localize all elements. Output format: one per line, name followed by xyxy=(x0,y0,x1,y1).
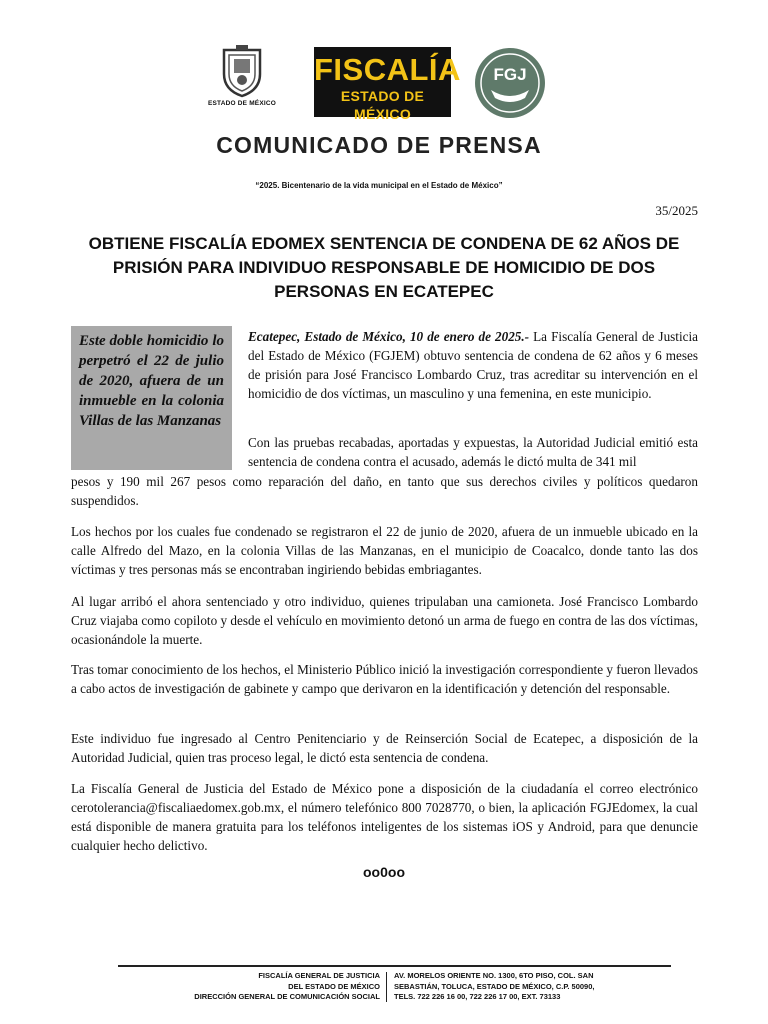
paragraph-7: La Fiscalía General de Justicia del Estado de México pone a disposición de la ciudadanía el correo electrónico cerotolerancia@fiscaliaedomex.gob.mx, el número telefónico 800 7028770, o bien, la aplicación FGJEdomex, la cual está disponible de manera gratuita para los teléfonos inteligentes de los sistemas iOS y Android, para que denuncie cualquier hecho delictivo. xyxy=(71,781,698,853)
fiscalia-logo xyxy=(314,47,461,122)
footer-separator xyxy=(386,972,387,1002)
edomex-logo xyxy=(206,44,278,107)
footer-address-line3: TELS. 722 226 16 00, 722 226 17 00, EXT. 73133 xyxy=(394,992,561,1001)
logo-bar xyxy=(0,44,768,124)
paragraph-2b: pesos y 190 mil 267 pesos como reparación del daño, en tanto que sus derechos civiles y políticos quedaron suspendidos. xyxy=(71,474,698,508)
paragraph-1 xyxy=(248,327,698,403)
edomex-caption: ESTADO DE MÉXICO xyxy=(207,100,277,107)
footer-rule xyxy=(118,965,671,967)
paragraph-2a: Con las pruebas recabadas, aportadas y expuestas, la Autoridad Judicial emitió esta sentencia de condena contra el acusado, además le dictó multa de 341 mil xyxy=(248,435,698,469)
press-release-heading: COMUNICADO DE PRENSA xyxy=(216,132,542,158)
callout-text: Este doble homicidio lo perpetró el 22 de julio de 2020, afuera de un inmueble en la colonia Villas de las Manzanas xyxy=(79,333,224,429)
tagline: “2025. Bicentenario de la vida municipal en el Estado de México” xyxy=(255,181,503,190)
fgj-seal-icon xyxy=(473,46,547,120)
end-mark: oo0oo xyxy=(363,864,405,880)
callout-box xyxy=(71,326,232,470)
footer-org-line1: FISCALÍA GENERAL DE JUSTICIA xyxy=(258,971,380,980)
footer-org-line3: DIRECCIÓN GENERAL DE COMUNICACIÓN SOCIAL xyxy=(194,992,380,1001)
fgj-seal-text: FGJ xyxy=(493,65,527,84)
paragraph-6: Este individuo fue ingresado al Centro Penitenciario y de Reinserción Social de Ecatepec, a disposición de la Autoridad Judicial, quien tras proceso legal, le dictó esta sentencia de condena. xyxy=(71,731,698,765)
fiscalia-logo-line1: FISCALÍA xyxy=(314,52,461,87)
edomex-shield-icon xyxy=(220,44,264,98)
footer-left xyxy=(118,971,380,1003)
dateline: Ecatepec, Estado de México, 10 de enero de 2025.- xyxy=(248,329,530,344)
fiscalia-logo-line2: ESTADO DE MÉXICO xyxy=(340,88,425,122)
release-number: 35/2025 xyxy=(655,203,698,218)
footer-address-line2: SEBASTIÁN, TOLUCA, ESTADO DE MÉXICO, C.P. 50090, xyxy=(394,981,595,991)
paragraph-1-text: La Fiscalía General de Justicia del Estado de México (FGJEM) obtuvo sentencia de condena de 62 años y 6 meses de prisión para José Francisco Lombardo Cruz, tras acreditar su intervención en el homicidio de dos víctimas, un masculino y una femenina, en este municipio. xyxy=(248,329,698,401)
footer-org-line2: DEL ESTADO DE MÉXICO xyxy=(288,981,380,991)
paragraph-3: Los hechos por los cuales fue condenado se registraron el 22 de junio de 2020, afuera de un inmueble ubicado en la calle Alfredo del Mazo, en la colonia Villas de las Manzanas, en el municipio de Coacalco, donde tanto las dos víctimas y tres personas más se encontraban ingiriendo bebidas embriagantes. xyxy=(71,524,698,577)
footer-address-line1: AV. MORELOS ORIENTE NO. 1300, 6TO PISO, COL. SAN xyxy=(394,971,594,980)
news-title: OBTIENE FISCALÍA EDOMEX SENTENCIA DE CONDENA DE 62 AÑOS DE PRISIÓN PARA INDIVIDUO RESPONSABLE DE HOMICIDIO DE DOS PERSONAS EN ECATEPEC xyxy=(88,234,680,301)
paragraph-4: Al lugar arribó el ahora sentenciado y otro individuo, quienes tripulaban una camioneta. José Francisco Lombardo Cruz viajaba como copiloto y desde el vehículo en movimiento detonó un arma de fuego en contra de las dos víctimas, ocasionándole la muerte. xyxy=(71,594,698,647)
footer-right xyxy=(394,971,654,1003)
paragraph-5: Tras tomar conocimiento de los hechos, el Ministerio Público inició la investigación correspondiente y fueron llevados a cabo actos de investigación de gabinete y campo que derivaron en la identificación y detención del responsable. xyxy=(71,662,698,696)
